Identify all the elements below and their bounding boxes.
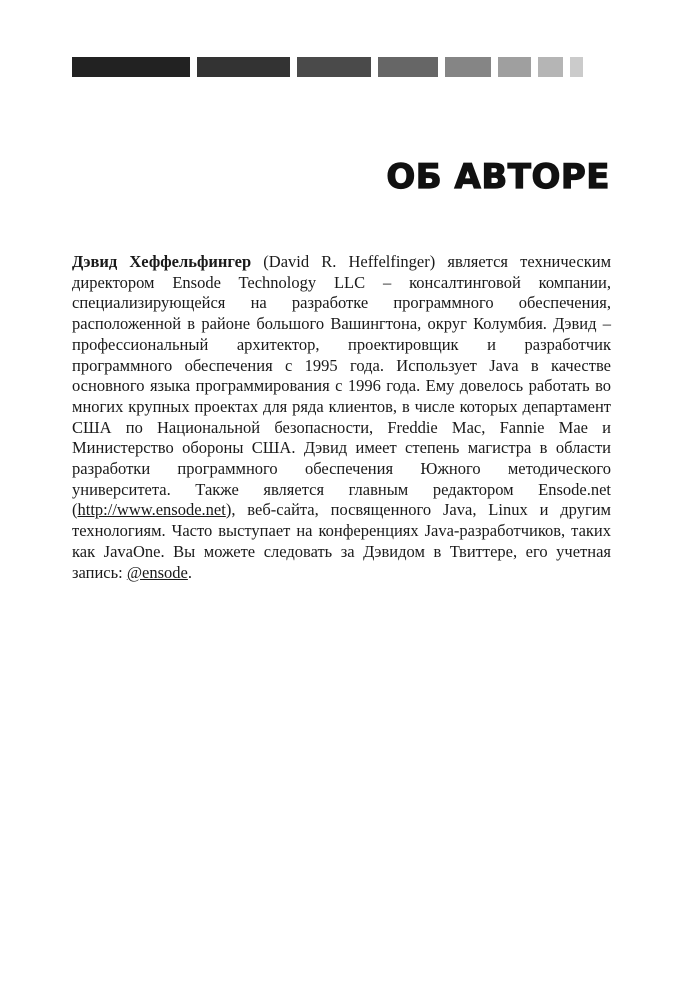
header-bar-6 [498, 57, 531, 77]
header-bar-7 [538, 57, 563, 77]
page-title: ОБ АВТОРЕ [386, 157, 610, 197]
bio-text-part-2: ), веб-сайта, посвященного Java, Linux и другим технологиям. Часто выступает на конференциях Java-разработчиков, таких как JavaOne. Вы можете следовать за Дэвидом в Твиттере, его учетная запись: [72, 500, 611, 582]
header-bar-8 [570, 57, 583, 77]
header-bar-3 [297, 57, 371, 77]
header-bar-2 [197, 57, 290, 77]
bio-text-part-1: (David R. Heffelfinger) является техническим директором Ensode Technology LLC – консалтинговой компании, специализирующейся на разработке программного обеспечения, расположенной в районе большого Вашингтона, округ Колумбия. Дэвид – профессиональный архитектор, проектировщик и разработчик программного обеспечения с 1995 года. Использует Java в качестве основного языка программирования с 1996 года. Ему довелось работать во многих крупных проектах для ряда клиентов, в числе которых департамент США по Национальной безопасности, Freddie Mac, Fannie Mae и Министерство обороны США. Дэвид имеет степень магистра в области разработки программного обеспечения Южного методического университета. Также является главным редактором Ensode.net ( [72, 252, 612, 520]
author-bio [72, 252, 611, 583]
bio-text-part-3: . [187, 562, 192, 582]
header-bar-5 [445, 57, 491, 77]
website-link[interactable]: http://www.ensode.net [77, 500, 226, 520]
author-name: Дэвид Хеффельфингер [72, 252, 252, 271]
header-bar-4 [378, 57, 438, 77]
header-decoration [72, 57, 583, 77]
header-bar-1 [72, 57, 190, 77]
twitter-link[interactable]: @ensode [126, 562, 188, 582]
